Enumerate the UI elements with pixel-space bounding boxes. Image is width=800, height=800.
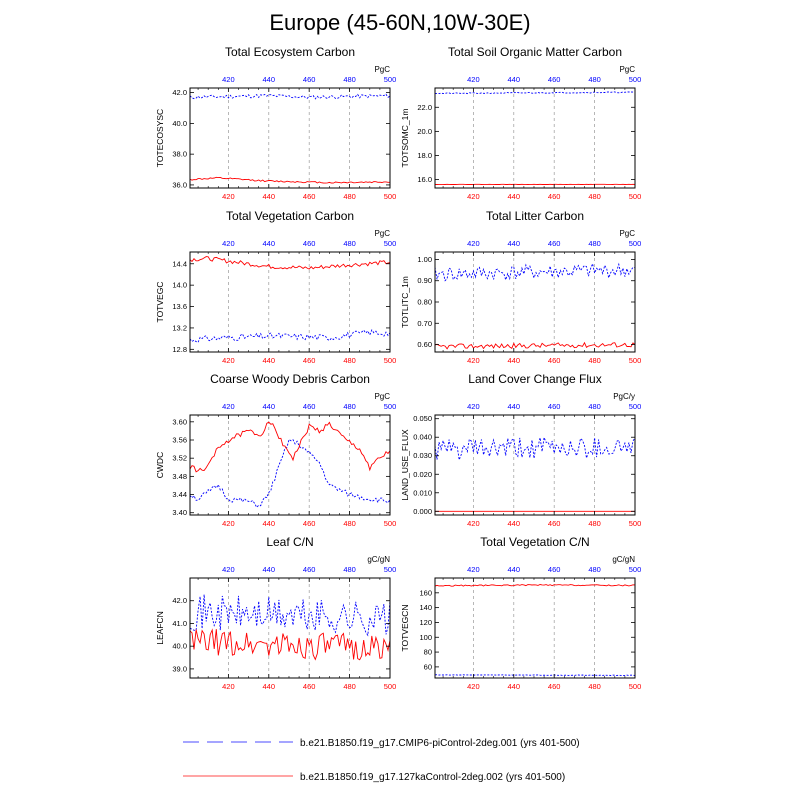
x-tick-label-top: 500 — [383, 402, 397, 411]
x-tick-label-bottom: 460 — [302, 192, 316, 201]
y-tick-label: 100 — [419, 632, 432, 642]
x-tick-label-bottom: 440 — [507, 682, 521, 691]
x-tick-label-top: 460 — [302, 75, 316, 84]
x-tick-label-bottom: 480 — [343, 192, 356, 201]
x-tick-label-top: 420 — [222, 402, 235, 411]
y-tick-label: 39.0 — [172, 664, 187, 674]
series-line-red — [190, 422, 390, 472]
x-tick-label-top: 460 — [547, 402, 561, 411]
x-tick-label-bottom: 460 — [547, 192, 561, 201]
x-tick-label-bottom: 440 — [507, 519, 521, 528]
x-tick-label-bottom: 500 — [383, 356, 397, 365]
x-tick-label-bottom: 480 — [588, 519, 601, 528]
y-axis-label: TOTLITC_1m — [400, 276, 410, 328]
x-tick-label-bottom: 460 — [547, 682, 561, 691]
panel-title: Total Vegetation Carbon — [225, 209, 355, 223]
x-tick-label-bottom: 460 — [302, 682, 316, 691]
x-tick-label-top: 440 — [507, 402, 521, 411]
units-label: PgC — [619, 229, 635, 238]
y-tick-label: 13.6 — [172, 302, 187, 312]
y-axis-label: LAND_USE_FLUX — [400, 429, 410, 501]
x-tick-label-bottom: 500 — [628, 192, 642, 201]
y-tick-label: 13.2 — [172, 323, 187, 333]
x-tick-label-top: 440 — [262, 402, 276, 411]
y-axis-label: CWDC — [155, 451, 165, 479]
y-tick-label: 0.000 — [413, 506, 432, 516]
units-label: PgC — [619, 65, 635, 74]
x-tick-label-top: 440 — [507, 75, 521, 84]
y-tick-label: 0.90 — [417, 276, 432, 286]
x-tick-label-top: 500 — [383, 75, 397, 84]
x-tick-label-bottom: 460 — [547, 519, 561, 528]
x-tick-label-bottom: 460 — [547, 356, 561, 365]
x-tick-label-bottom: 500 — [628, 519, 642, 528]
chart-panel-5 — [155, 372, 396, 528]
x-tick-label-top: 460 — [547, 565, 561, 574]
y-tick-label: 40.0 — [172, 118, 187, 128]
x-tick-label-bottom: 420 — [222, 356, 235, 365]
x-tick-label-top: 480 — [588, 402, 601, 411]
chart-panel-2 — [400, 45, 641, 201]
y-axis-label: TOTVEGC — [155, 281, 165, 323]
units-label: gC/gN — [612, 555, 635, 564]
x-tick-label-top: 500 — [383, 565, 397, 574]
y-tick-label: 80 — [423, 647, 432, 657]
y-tick-label: 42.0 — [172, 88, 187, 98]
units-label: gC/gN — [367, 555, 390, 564]
y-tick-label: 14.4 — [172, 259, 187, 269]
y-tick-label: 16.0 — [417, 175, 432, 185]
plot-frame — [435, 415, 635, 515]
legend-label: b.e21.B1850.f19_g17.CMIP6-piControl-2deg.001 (yrs 401-500) — [300, 738, 580, 749]
plot-frame — [435, 88, 635, 188]
x-tick-label-top: 440 — [507, 239, 521, 248]
panel-title: Total Soil Organic Matter Carbon — [447, 45, 623, 59]
x-tick-label-top: 480 — [343, 565, 356, 574]
y-axis-label: TOTSOMC_1m — [400, 108, 410, 168]
x-tick-label-bottom: 460 — [302, 519, 316, 528]
x-tick-label-top: 500 — [628, 402, 642, 411]
x-tick-label-bottom: 500 — [383, 682, 397, 691]
y-tick-label: 120 — [419, 617, 432, 627]
x-tick-label-top: 420 — [467, 565, 480, 574]
units-label: PgC — [374, 392, 390, 401]
x-tick-label-top: 500 — [383, 239, 397, 248]
x-tick-label-top: 480 — [588, 565, 601, 574]
units-label: PgC — [374, 229, 390, 238]
chart-panel-8 — [400, 535, 641, 691]
y-axis-label: LEAFCN — [155, 611, 165, 645]
y-tick-label: 18.0 — [417, 150, 432, 160]
series-line-blue — [435, 264, 635, 281]
x-tick-label-bottom: 420 — [467, 519, 480, 528]
panel-title: Coarse Woody Debris Carbon — [210, 372, 370, 386]
x-tick-label-top: 460 — [547, 239, 561, 248]
x-tick-label-bottom: 420 — [222, 519, 235, 528]
plot-frame — [190, 88, 390, 188]
series-line-red — [190, 177, 390, 183]
x-tick-label-bottom: 420 — [467, 682, 480, 691]
x-tick-label-top: 460 — [302, 402, 316, 411]
series-line-red — [435, 343, 635, 349]
x-tick-label-top: 440 — [507, 565, 521, 574]
x-tick-label-bottom: 500 — [383, 519, 397, 528]
chart-panel-6 — [400, 372, 641, 528]
panel-title: Total Vegetation C/N — [480, 535, 590, 549]
x-tick-label-top: 420 — [222, 239, 235, 248]
x-tick-label-bottom: 440 — [507, 192, 521, 201]
legend-entry-1 — [183, 738, 580, 749]
series-line-blue — [435, 92, 635, 94]
x-tick-label-bottom: 480 — [343, 682, 356, 691]
x-tick-label-bottom: 480 — [343, 519, 356, 528]
plot-frame — [190, 415, 390, 515]
x-tick-label-bottom: 480 — [588, 356, 601, 365]
x-tick-label-top: 420 — [222, 75, 235, 84]
x-tick-label-bottom: 440 — [507, 356, 521, 365]
y-tick-label: 0.030 — [413, 451, 432, 461]
y-tick-label: 0.70 — [417, 318, 432, 328]
chart-panel-1 — [155, 45, 396, 201]
x-tick-label-top: 480 — [343, 239, 356, 248]
y-tick-label: 40.0 — [172, 641, 187, 651]
series-line-blue — [190, 595, 390, 636]
x-tick-label-bottom: 420 — [467, 356, 480, 365]
figure-title: Europe (45-60N,10W-30E) — [269, 10, 531, 35]
x-tick-label-bottom: 500 — [628, 682, 642, 691]
x-tick-label-bottom: 480 — [343, 356, 356, 365]
series-line-blue — [435, 438, 635, 460]
y-tick-label: 0.020 — [413, 469, 432, 479]
x-tick-label-top: 420 — [222, 565, 235, 574]
x-tick-label-top: 420 — [467, 402, 480, 411]
x-tick-label-top: 500 — [628, 565, 642, 574]
x-tick-label-top: 500 — [628, 75, 642, 84]
y-tick-label: 14.0 — [172, 280, 187, 290]
chart-panel-3 — [155, 209, 396, 365]
x-tick-label-bottom: 420 — [467, 192, 480, 201]
series-line-blue — [435, 675, 635, 676]
y-tick-label: 160 — [419, 588, 432, 598]
y-tick-label: 140 — [419, 603, 432, 613]
x-tick-label-bottom: 420 — [222, 682, 235, 691]
x-tick-label-top: 460 — [547, 75, 561, 84]
x-tick-label-top: 480 — [343, 402, 356, 411]
series-line-blue — [190, 94, 390, 99]
x-tick-label-top: 480 — [343, 75, 356, 84]
y-axis-label: TOTECOSYSC — [155, 108, 165, 168]
y-tick-label: 22.0 — [417, 102, 432, 112]
x-tick-label-bottom: 440 — [262, 519, 276, 528]
y-axis-label: TOTVEGCN — [400, 604, 410, 652]
x-tick-label-bottom: 460 — [302, 356, 316, 365]
series-line-red — [435, 585, 635, 587]
y-tick-label: 0.010 — [413, 488, 432, 498]
y-tick-label: 12.8 — [172, 344, 187, 354]
plot-frame — [435, 578, 635, 678]
series-line-red — [190, 257, 390, 270]
series-line-blue — [190, 330, 390, 342]
y-tick-label: 38.0 — [172, 149, 187, 159]
series-line-red — [190, 629, 390, 660]
legend-label: b.e21.B1850.f19_g17.127kaControl-2deg.002 (yrs 401-500) — [300, 772, 566, 783]
chart-panel-7 — [155, 535, 396, 691]
y-tick-label: 36.0 — [172, 180, 187, 190]
y-tick-label: 0.040 — [413, 432, 432, 442]
y-tick-label: 20.0 — [417, 126, 432, 136]
y-tick-label: 42.0 — [172, 596, 187, 606]
y-tick-label: 60 — [423, 662, 432, 672]
panel-title: Leaf C/N — [266, 535, 314, 549]
y-tick-label: 3.60 — [172, 417, 187, 427]
x-tick-label-top: 480 — [588, 75, 601, 84]
x-tick-label-top: 440 — [262, 75, 276, 84]
x-tick-label-bottom: 480 — [588, 192, 601, 201]
x-tick-label-top: 460 — [302, 239, 316, 248]
y-tick-label: 0.60 — [417, 340, 432, 350]
x-tick-label-top: 500 — [628, 239, 642, 248]
x-tick-label-top: 480 — [588, 239, 601, 248]
panel-title: Total Litter Carbon — [485, 209, 585, 223]
y-tick-label: 3.56 — [172, 435, 187, 445]
y-tick-label: 3.48 — [172, 471, 187, 481]
x-tick-label-bottom: 440 — [262, 682, 276, 691]
y-tick-label: 0.050 — [413, 414, 432, 424]
panel-title: Land Cover Change Flux — [468, 372, 602, 386]
panel-title: Total Ecosystem Carbon — [224, 45, 356, 59]
y-tick-label: 3.40 — [172, 508, 187, 518]
plot-frame — [190, 252, 390, 352]
units-label: PgC/y — [613, 392, 635, 401]
x-tick-label-bottom: 420 — [222, 192, 235, 201]
chart-panel-4 — [400, 209, 641, 365]
plot-frame — [435, 252, 635, 352]
x-tick-label-top: 440 — [262, 239, 276, 248]
x-tick-label-bottom: 440 — [262, 356, 276, 365]
x-tick-label-top: 460 — [302, 565, 316, 574]
x-tick-label-top: 420 — [467, 75, 480, 84]
x-tick-label-bottom: 500 — [628, 356, 642, 365]
y-tick-label: 41.0 — [172, 618, 187, 628]
y-tick-label: 0.80 — [417, 297, 432, 307]
x-tick-label-top: 440 — [262, 565, 276, 574]
y-tick-label: 1.00 — [417, 254, 432, 264]
y-tick-label: 3.52 — [172, 453, 187, 463]
units-label: PgC — [374, 65, 390, 74]
x-tick-label-bottom: 500 — [383, 192, 397, 201]
y-tick-label: 3.44 — [172, 490, 187, 500]
legend-entry-2 — [183, 772, 565, 783]
x-tick-label-top: 420 — [467, 239, 480, 248]
x-tick-label-bottom: 440 — [262, 192, 276, 201]
x-tick-label-bottom: 480 — [588, 682, 601, 691]
